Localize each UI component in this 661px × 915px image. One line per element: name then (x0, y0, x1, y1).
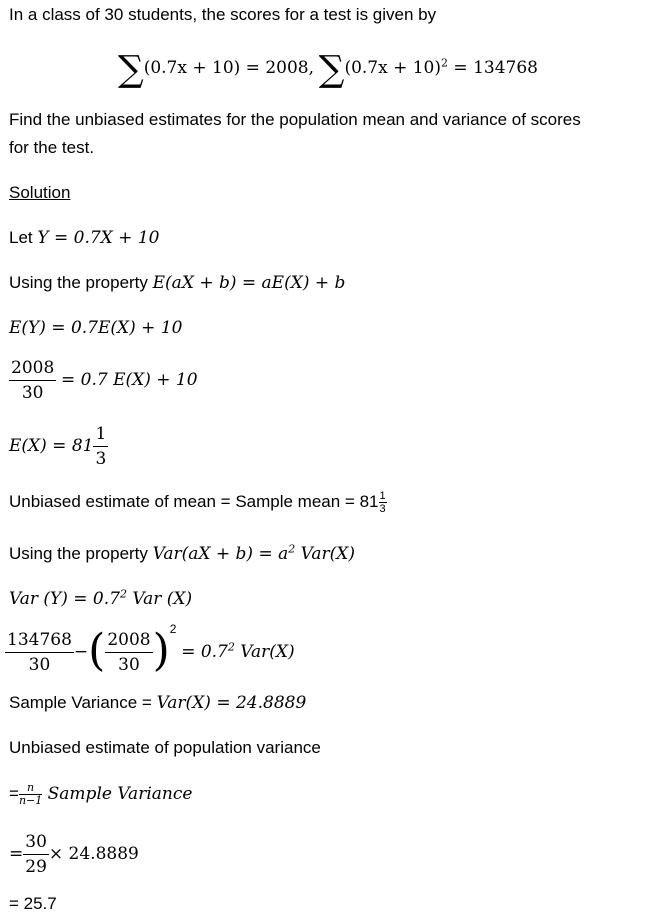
fraction-n-over-n-minus-1: $\frac{n}{n-1}$ (18, 781, 43, 807)
step-n-fraction: = $\frac{n}{n-1}$ Sample Variance (9, 781, 193, 807)
sum-symbol-1: ∑ (118, 49, 144, 90)
step-final: = 25.7 (9, 894, 57, 913)
solution-heading: Solution (9, 183, 71, 202)
step-30-29: = $\frac{30}{29}$ × 24.8889 (9, 832, 139, 877)
step-fraction: $\frac{2008}{30}$ = 0.7 E(X) + 10 (11, 358, 198, 403)
fraction-one-third-small: $\frac{1}{3}$ (379, 490, 386, 515)
step-let: Let Y = 0.7X + 10 (9, 228, 160, 248)
step-ex: E(X) = 81 $\frac{1}{3}$ (9, 424, 107, 469)
fraction-30-29: $\frac{30}{29}$ (25, 832, 47, 877)
question-line-1: Find the unbiased estimates for the population mean and variance of scores (9, 110, 581, 129)
step-unbiased-variance: Unbiased estimate of population variance (9, 738, 321, 757)
sum-symbol-2: ∑ (318, 49, 345, 90)
fraction-one-third: $\frac{1}{3}$ (95, 424, 107, 469)
step-sample-variance: Sample Variance = Var(X) = 24.8889 (9, 693, 307, 713)
step-ey: E(Y) = 0.7E(X) + 10 (9, 318, 183, 338)
given-expr-2: $(0.7x + 10)^2 = 134768$ (344, 56, 538, 78)
step-mean: Unbiased estimate of mean = Sample mean = 81 $\frac{1}{3}$ (9, 490, 386, 515)
step-variance-equation: $\frac{134768}{30}$ −( $\frac{2008}{30}$ )$^2 = 0.7^2$ Var(X) (7, 621, 295, 676)
step-property-1: Using the property E(aX + b) = aE(X) + b (9, 273, 346, 293)
given-expr-1: (0.7x + 10) = 2008, (143, 58, 314, 78)
fraction-2008-30: $\frac{2008}{30}$ (11, 358, 55, 403)
question-line-2: for the test. (9, 138, 95, 157)
given-sums (118, 49, 538, 90)
intro-text: In a class of 30 students, the scores for a test is given by (9, 5, 437, 24)
fraction-134768-30: $\frac{134768}{30}$ (7, 630, 72, 675)
fraction-2008-30-b: $\frac{2008}{30}$ (107, 630, 151, 675)
step-property-2: Using the property $Var(aX + b) = a^2$ Var(X) (9, 542, 355, 564)
step-var-y: Var $(Y) = 0.7^2$ Var (X) (9, 587, 193, 609)
